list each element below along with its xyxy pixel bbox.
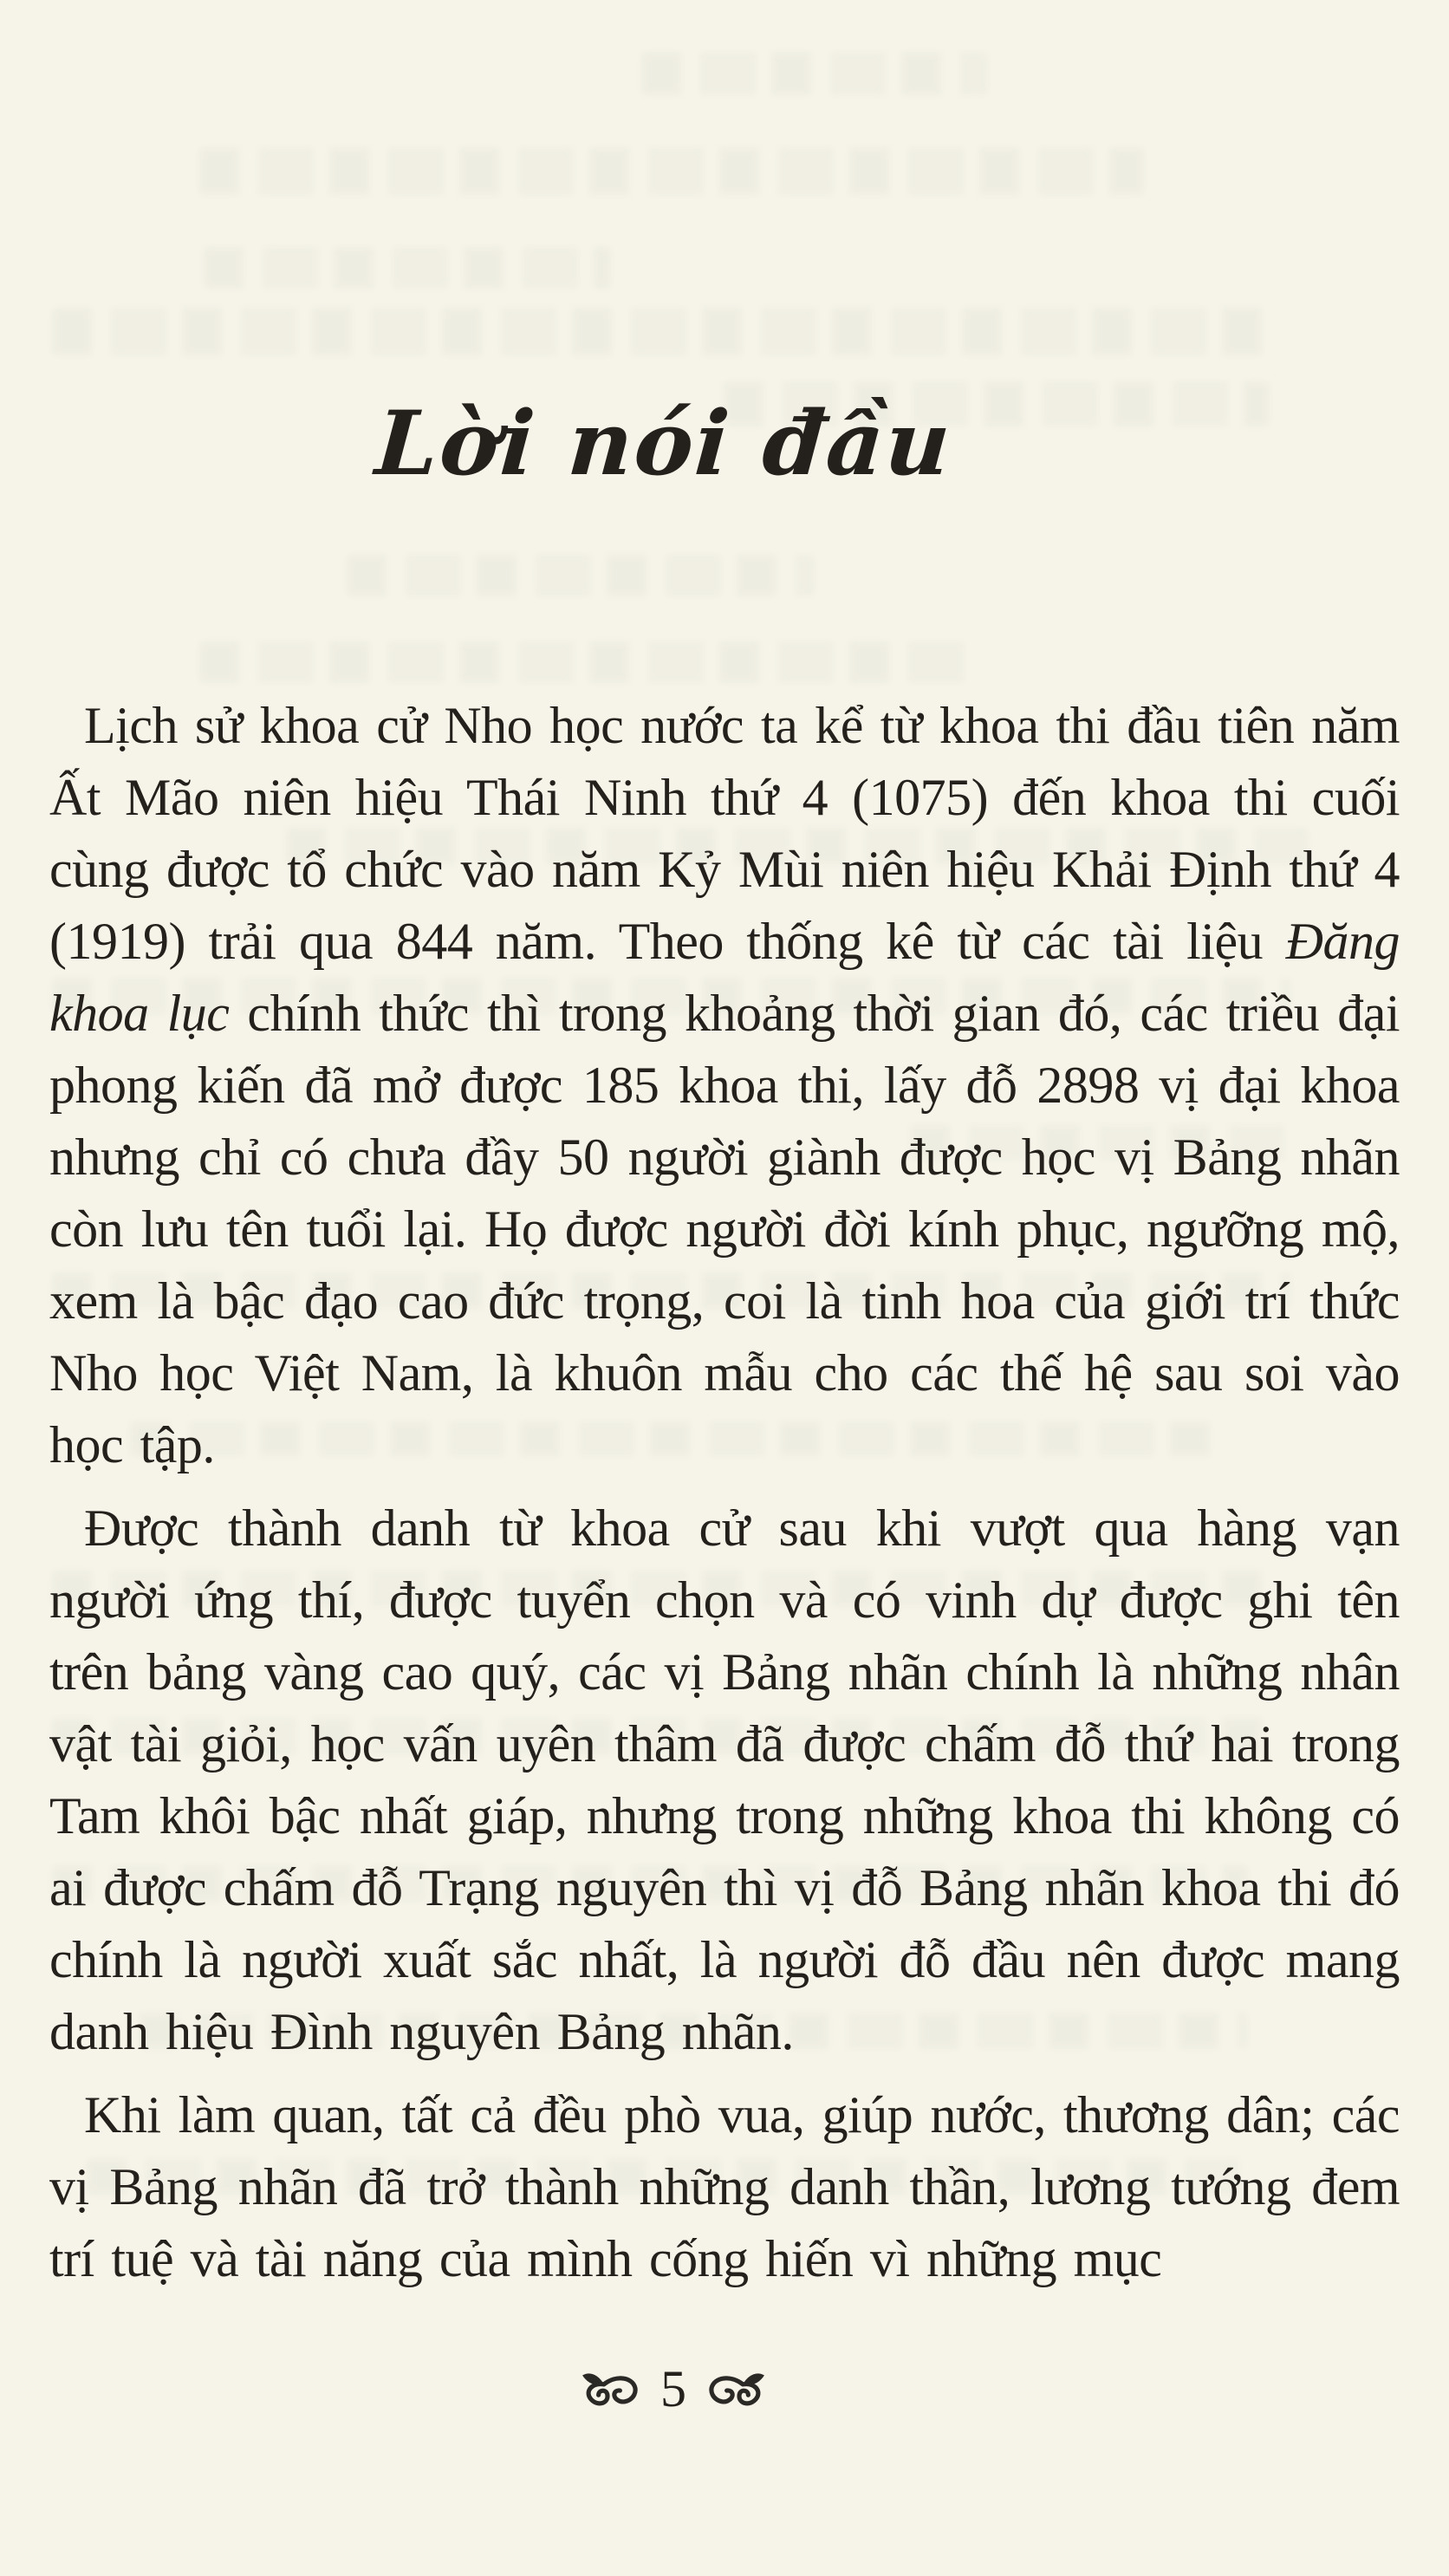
bleed-through-ghost-line bbox=[199, 641, 979, 683]
bleed-through-ghost-line bbox=[52, 308, 1265, 355]
fleuron-left-icon bbox=[581, 2370, 638, 2408]
body-text bbox=[49, 690, 1400, 2295]
paragraph-3: Khi làm quan, tất cả đều phò vua, giúp nước, thương dân; các vị Bảng nhãn đã trở thành những danh thần, lương tướng đem trí tuệ và tài năng của mình cống hiến vì những mục bbox=[49, 2086, 1400, 2287]
fleuron-right-icon bbox=[709, 2370, 766, 2408]
page-title: Lời nói đầu bbox=[372, 392, 956, 496]
bleed-through-ghost-line bbox=[199, 147, 1144, 195]
bleed-through-ghost-line bbox=[204, 247, 611, 289]
paragraph-1: Lịch sử khoa cử Nho học nước ta kể từ khoa thi đầu tiên năm Ất Mão niên hiệu Thái Ninh thứ 4 (1075) đến khoa thi cuối cùng được tổ chức vào năm Kỷ Mùi niên hiệu Khải Định thứ 4 (1919) trải qua 844 năm. Theo thống kê từ các tài liệu Đăng khoa lục chính thức thì trong khoảng thời gian đó, các triều đại phong kiến đã mở được 185 khoa thi, lấy đỗ 2898 vị đại khoa nhưng chỉ có chưa đầy 50 người giành được học vị Bảng nhãn còn lưu tên tuổi lại. Họ được người đời kính phục, ngưỡng mộ, xem là bậc đạo cao đức trọng, coi là tinh hoa của giới trí thức Nho học Việt Nam, là khuôn mẫu cho các thế hệ sau soi vào học tập. bbox=[49, 697, 1400, 1473]
page-number: 5 bbox=[660, 2360, 686, 2417]
bleed-through-ghost-line bbox=[347, 555, 815, 596]
paragraph-2: Được thành danh từ khoa cử sau khi vượt qua hàng vạn người ứng thí, được tuyển chọn và có vinh dự được ghi tên trên bảng vàng cao quý, các vị Bảng nhãn chính là những nhân vật tài giỏi, học vấn uyên thâm đã được chấm đỗ thứ hai trong Tam khôi bậc nhất giáp, nhưng trong những khoa thi không có ai được chấm đỗ Trạng nguyên thì vị đỗ Bảng nhãn khoa thi đó chính là người xuất sắc nhất, là người đỗ đầu nên được mang danh hiệu Đình nguyên Bảng nhãn. bbox=[49, 1499, 1400, 2060]
page-footer bbox=[581, 2360, 766, 2417]
bleed-through-ghost-line bbox=[641, 52, 988, 95]
